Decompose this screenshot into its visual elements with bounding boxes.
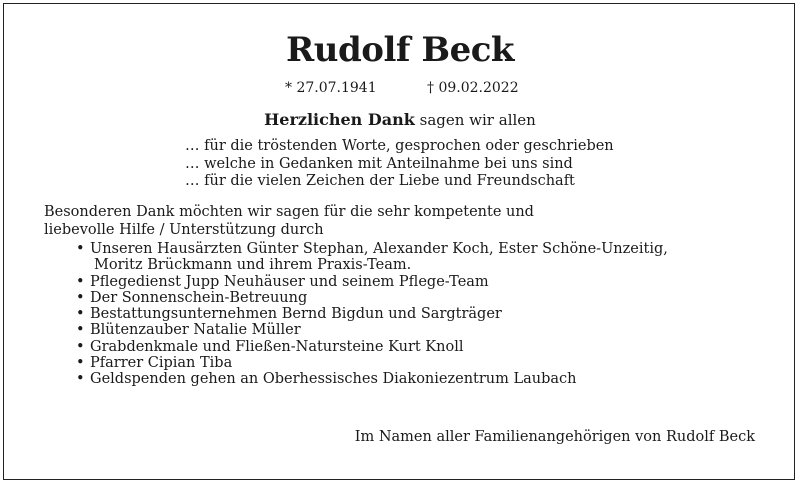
list-item-text: Pflegedienst Jupp Neuhäuser und seinem Pflege-Team <box>90 273 489 290</box>
thanks-heading-rest: sagen wir allen <box>419 111 536 129</box>
list-item <box>76 371 668 387</box>
thanks-line: … welche in Gedanken mit Anteilnahme bei uns sind <box>185 155 573 172</box>
list-item-text: Unseren Hausärzten Günter Stephan, Alexander Koch, Ester Schöne-Unzeitig, <box>90 241 668 257</box>
list-item-continuation: Moritz Brückmann und ihrem Praxis-Team. <box>94 257 412 274</box>
list-item <box>76 322 668 338</box>
list-item-text: Bestattungsunternehmen Bernd Bigdun und Sargträger <box>90 306 502 323</box>
list-item-text: Grabdenkmale und Fließen-Natursteine Kurt Knoll <box>90 338 464 355</box>
intro-line: Besonderen Dank möchten wir sagen für die sehr kompetente und <box>44 204 534 220</box>
bullet-icon: • <box>76 306 85 323</box>
family-signoff: Im Namen aller Familienangehörigen von Rudolf Beck <box>354 429 755 445</box>
bullet-icon: • <box>76 355 85 372</box>
list-item <box>76 241 668 274</box>
thanks-heading-bold: Herzlichen Dank <box>264 110 415 129</box>
thanks-lines <box>185 138 614 191</box>
thanks-heading <box>0 110 800 130</box>
intro-line: liebevolle Hilfe / Unterstützung durch <box>44 221 324 238</box>
list-item-text: Blütenzauber Natalie Müller <box>90 322 301 339</box>
list-item-text: Pfarrer Cipian Tiba <box>90 355 233 372</box>
list-item <box>76 339 668 355</box>
deceased-name: Rudolf Beck <box>286 30 514 70</box>
birth-date: * 27.07.1941 <box>285 80 377 96</box>
list-item-text: Geldspenden gehen an Oberhessisches Diakoniezentrum Laubach <box>90 371 577 388</box>
bullet-icon: • <box>76 371 85 388</box>
thanks-line: … für die vielen Zeichen der Liebe und Freundschaft <box>185 173 575 189</box>
list-item <box>76 274 668 290</box>
list-item <box>76 290 668 306</box>
bullet-icon: • <box>76 289 85 306</box>
death-date: † 09.02.2022 <box>427 80 519 96</box>
list-item <box>76 355 668 371</box>
bullet-icon: • <box>76 338 85 355</box>
list-item-text: Der Sonnenschein-Betreuung <box>90 289 308 306</box>
special-thanks-intro <box>44 204 584 239</box>
list-item <box>76 306 668 322</box>
thanks-list <box>76 241 668 388</box>
bullet-icon: • <box>76 322 85 339</box>
bullet-icon: • <box>76 273 85 290</box>
bullet-icon: • <box>76 241 85 257</box>
thanks-line: … für die tröstenden Worte, gesprochen oder geschrieben <box>185 138 614 154</box>
